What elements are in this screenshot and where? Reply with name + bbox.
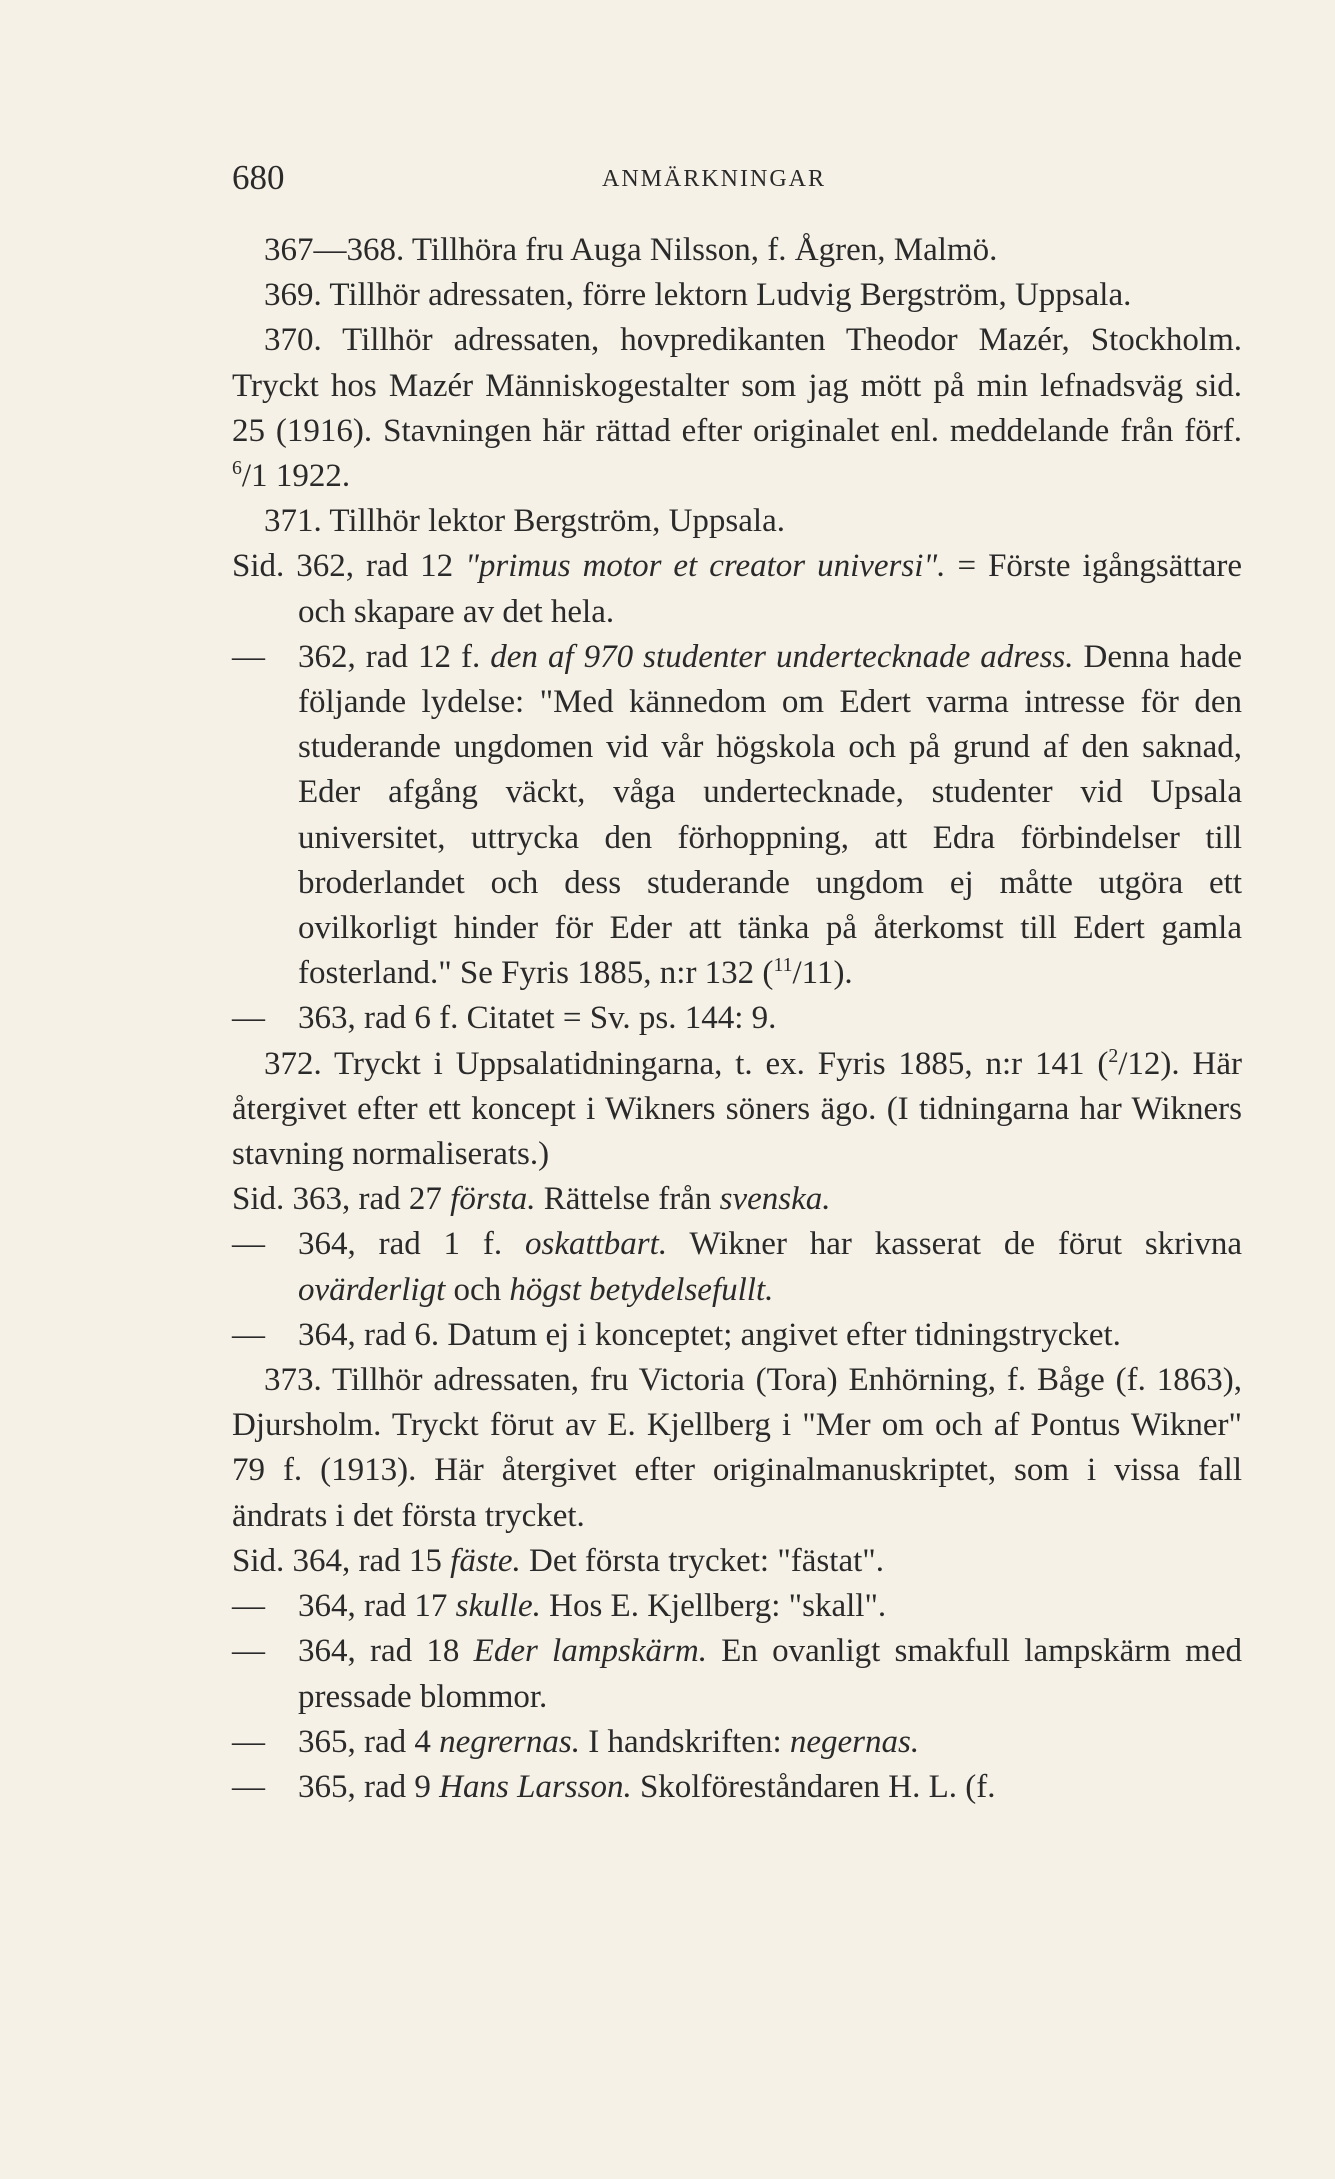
page-number: 680	[232, 158, 285, 197]
subnote-363-rad-27: Sid. 363, rad 27 första. Rättelse från svenska.	[232, 1181, 831, 1218]
note-371: 371. Tillhör lektor Bergström, Uppsala.	[264, 503, 785, 540]
body-text	[232, 228, 1242, 1810]
subnote-362-rad-12f: — 362, rad 12 f. den af 970 studenter undertecknade adress. Denna hade följande lydelse: "Med kännedom om Edert varma intresse för den studerande ungdomen vid vår högskola och på grund af den saknad, Eder afgång väckt, våga undertecknade, studenter vid Upsala universitet, uttrycka den förhoppning, att Edra förbindelser till broderlandet och dess studerande ungdom ej måtte utgöra ett ovilkorligt hinder för Eder att tänka på återkomst till Edert gamla fosterland." Se Fyris 1885, n:r 132 ($^{11}$/11).	[232, 638, 1243, 992]
running-head: ANMÄRKNINGAR	[602, 166, 827, 192]
note-367-368: 367—368. Tillhöra fru Auga Nilsson, f. Ågren, Malmö.	[264, 232, 998, 268]
subnote-362-rad-12: Sid. 362, rad 12 "primus motor et creator universi". = Förste igångsättare och skapare av det hela.	[232, 548, 1242, 630]
note-370: 370. Tillhör adressaten, hovpredikanten Theodor Mazér, Stockholm. Tryckt hos Mazér Människogestalter som jag mött på min lefnadsväg sid. 25 (1916). Stavningen här rättad efter originalet enl. meddelande från förf. $^6$/1 1922.	[232, 322, 1242, 495]
subnote-364-rad-15: Sid. 364, rad 15 fäste. Det första trycket: "fästat".	[232, 1542, 884, 1579]
note-369: 369. Tillhör adressaten, förre lektorn Ludvig Bergström, Uppsala.	[264, 277, 1132, 314]
subnote-365-rad-9: — 365, rad 9 Hans Larsson. Skolföreståndaren H. L. (f.	[232, 1768, 996, 1805]
subnote-364-rad-18: — 364, rad 18 Eder lampskärm. En ovanligt smakfull lampskärm med pressade blommor.	[232, 1633, 1243, 1715]
subnote-364-rad-6: — 364, rad 6. Datum ej i konceptet; angivet efter tidningstrycket.	[232, 1316, 1121, 1353]
subnote-364-rad-1: — 364, rad 1 f. oskattbart. Wikner har kasserat de förut skrivna ovärderligt och högst betydelsefullt.	[232, 1226, 1242, 1308]
subnote-364-rad-17: — 364, rad 17 skulle. Hos E. Kjellberg: "skall".	[232, 1588, 887, 1625]
subnote-365-rad-4: — 365, rad 4 negrernas. I handskriften: negernas.	[232, 1723, 920, 1760]
note-373: 373. Tillhör adressaten, fru Victoria (Tora) Enhörning, f. Båge (f. 1863), Djursholm. Tryckt förut av E. Kjellberg i "Mer om och af Pontus Wikner" 79 f. (1913). Här återgivet efter originalmanuskriptet, som i vissa fall ändrats i det första trycket.	[232, 1362, 1242, 1534]
subnote-363-rad-6: — 363, rad 6 f. Citatet = Sv. ps. 144: 9.	[232, 1000, 777, 1037]
page-header	[232, 158, 1243, 208]
note-372: 372. Tryckt i Uppsalatidningarna, t. ex. Fyris 1885, n:r 141 ($^2$/12). Här återgivet efter ett koncept i Wikners söners ägo. (I tidningarna har Wikners stavning normaliserats.)	[232, 1044, 1242, 1173]
